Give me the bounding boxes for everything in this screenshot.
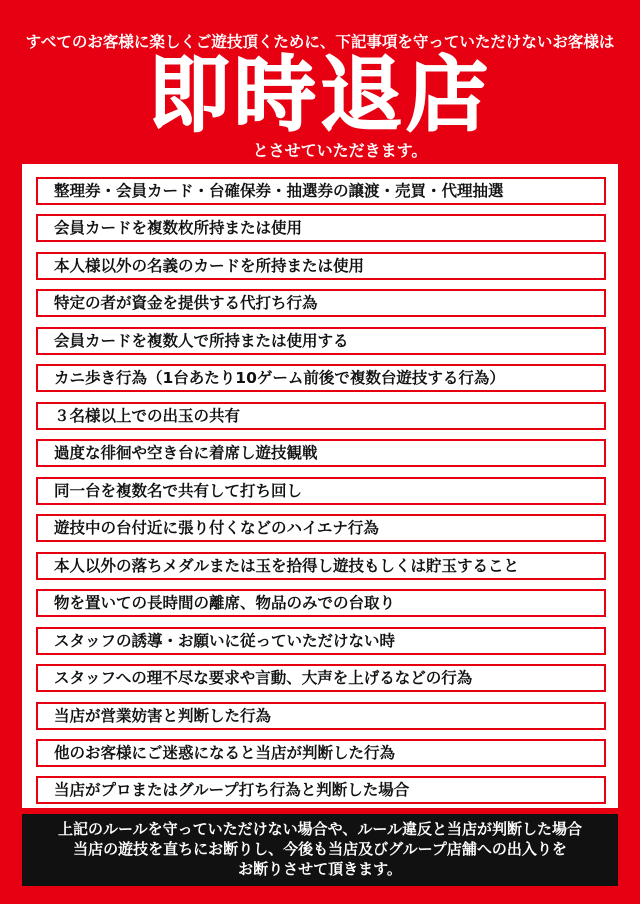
- intro-text: すべてのお客様に楽しくご遊技頂くために、下記事項を守っていただけないお客様は: [25, 33, 615, 51]
- rule-item: 物を置いての長時間の離席、物品のみでの台取り: [36, 589, 606, 617]
- rule-item: 整理券・会員カード・台確保券・抽選券の譲渡・売買・代理抽選: [36, 177, 606, 205]
- rule-item: 特定の者が資金を提供する代打ち行為: [36, 289, 606, 317]
- rule-item: 同一台を複数名で共有して打ち回し: [36, 477, 606, 505]
- rule-item: 会員カードを複数人で所持または使用する: [36, 327, 606, 355]
- rule-item: 過度な徘徊や空き台に着席し遊技観戦: [36, 439, 606, 467]
- subline-text: とさせていただきます。: [252, 141, 428, 160]
- rule-item: 会員カードを複数枚所持または使用: [36, 214, 606, 242]
- rule-item: カニ歩き行為（1台あたり10ゲーム前後で複数台遊技する行為）: [36, 364, 606, 392]
- footer-line: お断りさせて頂きます。: [238, 860, 402, 878]
- rule-item: ３名様以上での出玉の共有: [36, 402, 606, 430]
- headline: 即時退店: [147, 47, 492, 143]
- footer-line: 上記のルールを守っていただけない場合や、ルール違反と当店が判断した場合: [57, 820, 583, 838]
- rule-item: 当店がプロまたはグループ打ち行為と判断した場合: [36, 776, 606, 804]
- footer-notice: [22, 814, 618, 886]
- rule-item: スタッフへの理不尽な要求や言動、大声を上げるなどの行為: [36, 664, 606, 692]
- rule-item: 本人以外の落ちメダルまたは玉を拾得し遊技もしくは貯玉すること: [36, 552, 606, 580]
- poster-header: [0, 0, 640, 170]
- rule-item: 遊技中の台付近に張り付くなどのハイエナ行為: [36, 514, 606, 542]
- rule-item: 他のお客様にご迷惑になると当店が判断した行為: [36, 739, 606, 767]
- rule-item: スタッフの誘導・お願いに従っていただけない時: [36, 627, 606, 655]
- footer-line: 当店の遊技を直ちにお断りし、今後も当店及びグループ店舗への出入りを: [73, 840, 567, 858]
- rule-item: 本人様以外の名義のカードを所持または使用: [36, 252, 606, 280]
- rules-list: [22, 164, 618, 808]
- rule-item: 当店が営業妨害と判断した行為: [36, 702, 606, 730]
